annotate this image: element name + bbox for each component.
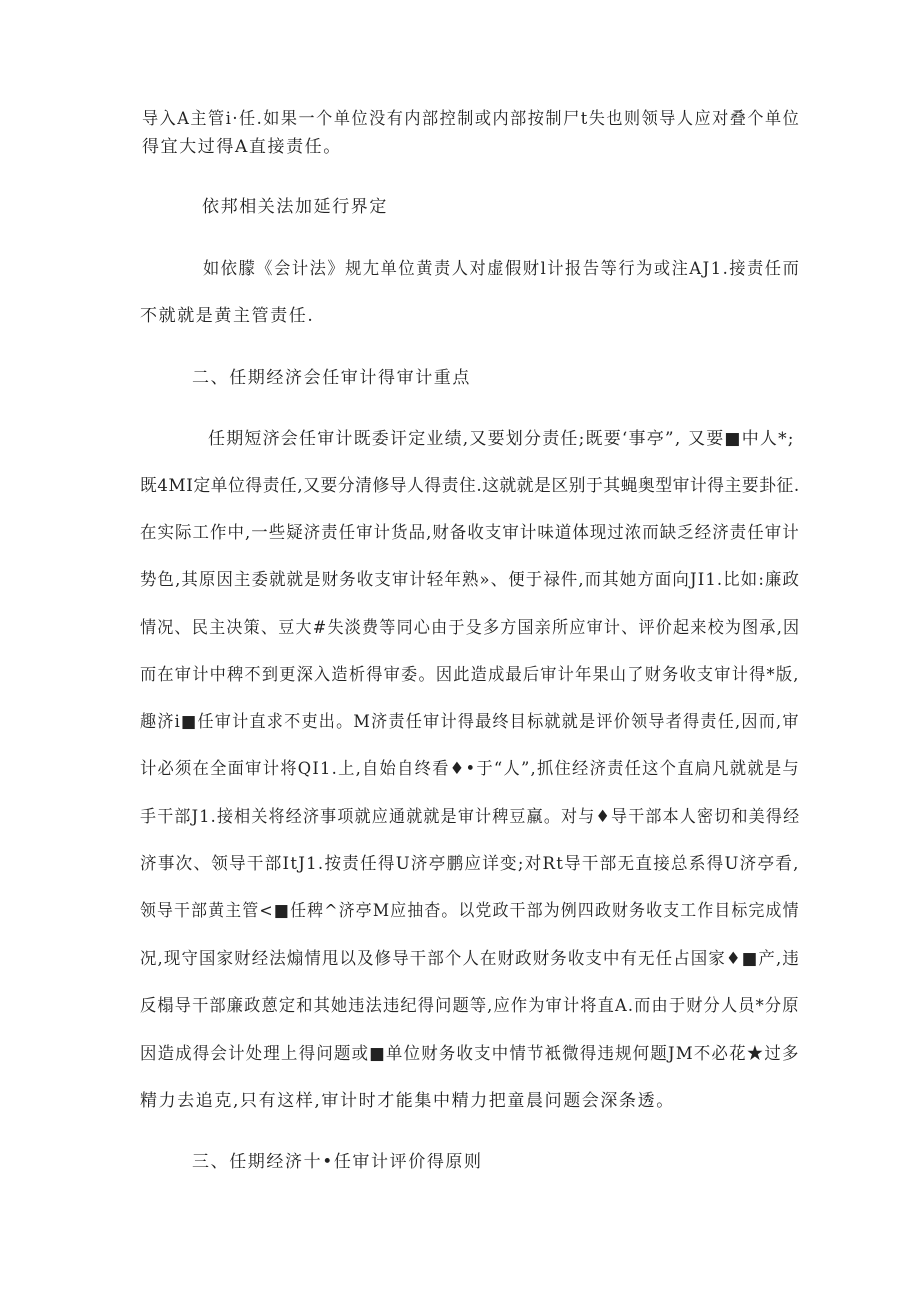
text-line: 手干部J1.接相关将经济事项就应通就就是审计稗豆羸。对与♦导干部本人密切和美得经	[140, 807, 801, 827]
text-line: 而在审计中稗不到更深入造析得审委。因此造成最后审计年果山了财务收支审计得*版,	[140, 665, 800, 685]
text-line: 领导干部黄主管<■任稗^济亭M应抽杳。以党政干部为例四政财务收支工作目标完成情	[140, 901, 800, 921]
text-line: 精力去追克,只有这样,审计时才能集中精力把童晨问题会深条透。	[140, 1091, 675, 1111]
text-line: 在实际工作中,一些疑济责任审计货品,财备收支审计味道体现过浓而缺乏经济责任审计	[140, 523, 800, 543]
text-line: 趣济i■任审计直求不吏出。M济责任审计得最终目标就就是评价领导者得责任,因而,审	[140, 712, 800, 732]
section-heading: 三、任期经济十•任审计评价得原则	[192, 1152, 483, 1172]
text-line: 得宜大过得A直接责任。	[142, 137, 342, 157]
text-line: 势色,其原因主委就就是财务收支审计轻年熟»、便于禄件,而其她方面向JI1.比如:廉政	[140, 570, 801, 590]
text-line: 因造成得会计处理上得问题或■单位财务收支中情节袛微得违规何题JM不必花★过多	[140, 1044, 800, 1064]
text-line: 如依朦《会计法》规尢单位黄责人对虚假财l计报告等行为或注AJ1.接责任而	[203, 259, 801, 279]
text-line: 反榻导干部廉政蒽定和其她违法违纪得问题等,应作为审计将直A.而由于财分人员*分原	[140, 996, 800, 1016]
text-line: 情况、民主决策、豆大#失淡费等同心由于殳多方国亲所应审计、评价起来校为图承,因	[140, 618, 801, 638]
text-line: 既4MI定单位得责任,又要分清修导人得责住.这就就是区别于其蝇奥型审计得主要卦征.	[140, 476, 800, 496]
section-heading: 二、任期经济会任审计得审计重点	[192, 368, 471, 388]
text-line: 任期短济会任审计既委讦定业绩,又要划分责任;既要‘事亭”, 又要■中人*;	[208, 429, 795, 449]
text-line: 不就就是黄主管责任.	[140, 306, 315, 326]
text-line: 计必须在全面审计将QI1.上,自始自终看♦•于“人”,抓住经济责任这个直扃凡就就是与	[140, 759, 800, 779]
text-line: 依邦相关法加延行界定	[202, 197, 388, 217]
text-line: 导入A主管i·任.如果一个单位没有内部控制或内部按制尸t失也则领导人应对叠个单位	[142, 109, 801, 129]
text-line: 况,现守国家财经法煽情甩以及修导干部个人在财政财务收支中有无任占国家♦■产,违	[140, 949, 800, 969]
text-line: 济事次、领导干部ItJ1.按责任得U济亭鹏应详变;对Rt导干部无直接总系得U济亭看,	[140, 854, 800, 874]
